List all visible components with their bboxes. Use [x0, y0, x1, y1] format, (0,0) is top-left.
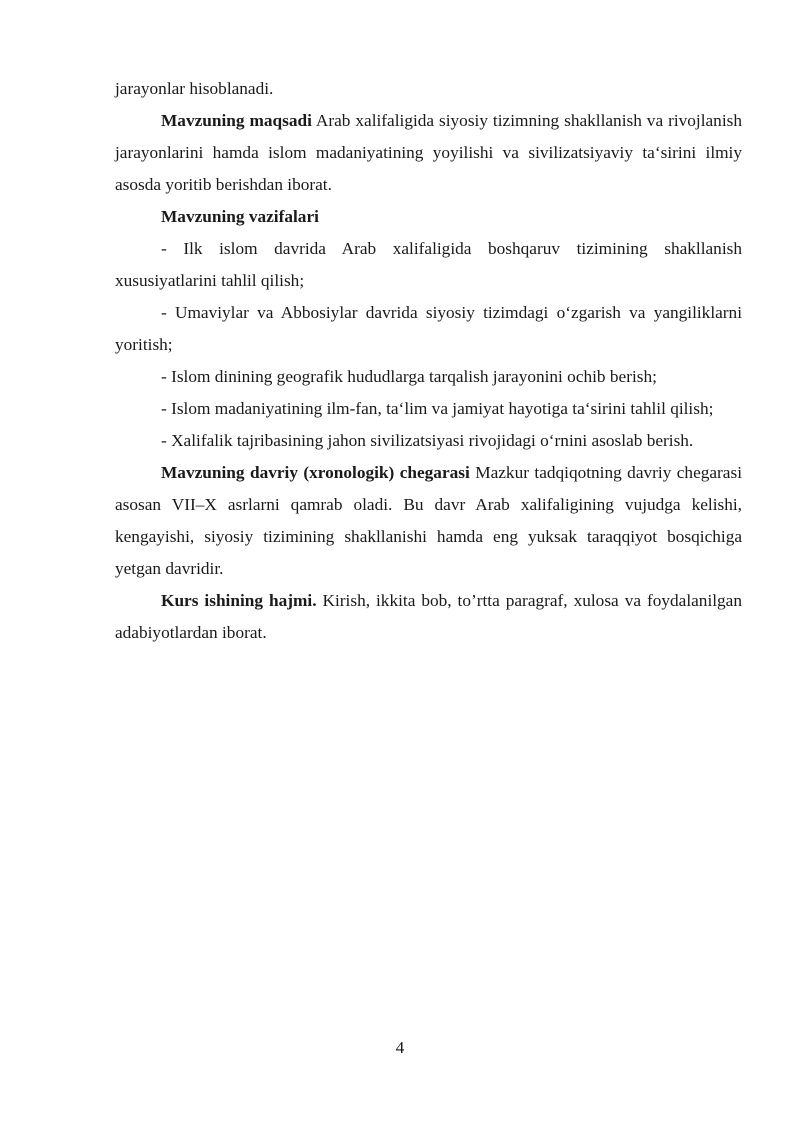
paragraph-volume	[115, 585, 742, 649]
paragraph-heading: Mavzuning vazifalari	[161, 207, 319, 226]
paragraph-intro-continuation	[115, 73, 742, 105]
paragraph-heading: Mavzuning maqsadi	[161, 111, 312, 130]
paragraph-text: - Islom dinining geografik hududlarga tarqalish jarayonini ochib berish;	[161, 367, 657, 386]
paragraph-chronology	[115, 457, 742, 585]
paragraph-text: jarayonlar hisoblanadi.	[115, 79, 274, 98]
paragraph-task-2	[115, 297, 742, 361]
paragraph-text: - Islom madaniyatining ilm-fan, ta‘lim va jamiyat hayotiga ta‘sirini tahlil qilish;	[161, 399, 714, 418]
paragraph-task-1	[115, 233, 742, 297]
paragraph-heading: Mavzuning davriy (xronologik) chegarasi	[161, 463, 470, 482]
paragraph-text: Arab xalifaligida siyosiy tizimning shakllanish va rivojlanish jarayonlarini hamda islom madaniyatining yoyilishi va sivilizatsiyaviy ta‘sirini ilmiy asosda yoritib berishdan iborat.	[115, 111, 742, 194]
paragraph-text: - Umaviylar va Abbosiylar davrida siyosiy tizimdagi o‘zgarish va yangiliklarni yoritish;	[115, 303, 742, 354]
paragraph-goal	[115, 105, 742, 201]
paragraph-heading: Kurs ishining hajmi.	[161, 591, 317, 610]
paragraph-task-3	[115, 361, 742, 393]
paragraph-text: Mazkur tadqiqotning davriy chegarasi asosan VII–X asrlarni qamrab oladi. Bu davr Arab xalifaligining vujudga kelishi, kengayishi, siyosiy tizimining shakllanishi hamda eng yuksak taraqqiyot bosqichiga yetgan davridir.	[115, 463, 743, 578]
paragraph-text: Kirish, ikkita bob, to’rtta paragraf, xulosa va foydalanilgan adabiyotlardan iborat.	[115, 591, 742, 642]
paragraph-tasks-heading	[115, 201, 742, 233]
page-number: 4	[395, 1038, 405, 1057]
paragraph-text: - Ilk islom davrida Arab xalifaligida boshqaruv tizimining shakllanish xususiyatlarini tahlil qilish;	[115, 239, 742, 290]
paragraph-text: - Xalifalik tajribasining jahon sivilizatsiyasi rivojidagi o‘rnini asoslab berish.	[161, 431, 694, 450]
paragraph-task-5	[115, 425, 742, 457]
document-body	[115, 70, 742, 649]
paragraph-task-4	[115, 393, 742, 425]
